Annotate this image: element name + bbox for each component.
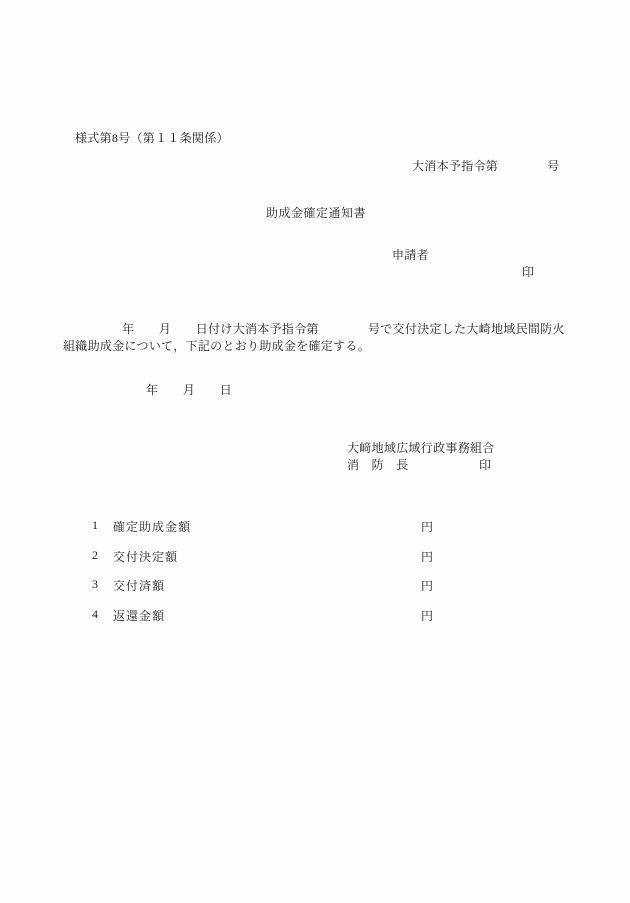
body-paragraph-line1: 年 月 日付け大消本予指令第 号で交付決定した大崎地域民間防火 xyxy=(122,322,565,336)
body-paragraph-line2: 組織助成金について，下記のとおり助成金を確定する。 xyxy=(63,339,371,353)
item-number: 2 xyxy=(92,548,98,562)
applicant-label: 申請者 xyxy=(392,248,429,262)
item-label: 交付済額 xyxy=(113,579,166,593)
item-label: 返還金額 xyxy=(113,609,166,623)
directive-number-line: 大消本予指令第 号 xyxy=(412,159,560,173)
item-unit: 円 xyxy=(421,550,434,564)
item-number: 3 xyxy=(92,577,98,591)
document-title: 助成金確定通知書 xyxy=(266,206,367,220)
item-label: 交付決定額 xyxy=(113,550,179,564)
issuer-organization: 大﨑地域広域行政事務組合 xyxy=(347,441,495,455)
item-number: 4 xyxy=(92,607,98,621)
list-item xyxy=(0,577,630,593)
list-item xyxy=(0,548,630,564)
list-item xyxy=(0,518,630,534)
item-number: 1 xyxy=(92,518,98,532)
form-number: 様式第8号（第１１条関係） xyxy=(75,131,229,145)
issuer-seal-mark: 印 xyxy=(479,458,492,472)
issuer-chief-title: 消 防 長 xyxy=(347,458,409,472)
list-item xyxy=(0,607,630,623)
applicant-seal-mark: 印 xyxy=(522,265,535,279)
issue-date-line: 年 月 日 xyxy=(146,383,233,397)
item-unit: 円 xyxy=(421,520,434,534)
item-label: 確定助成金額 xyxy=(113,520,192,534)
item-unit: 円 xyxy=(421,609,434,623)
item-unit: 円 xyxy=(421,579,434,593)
